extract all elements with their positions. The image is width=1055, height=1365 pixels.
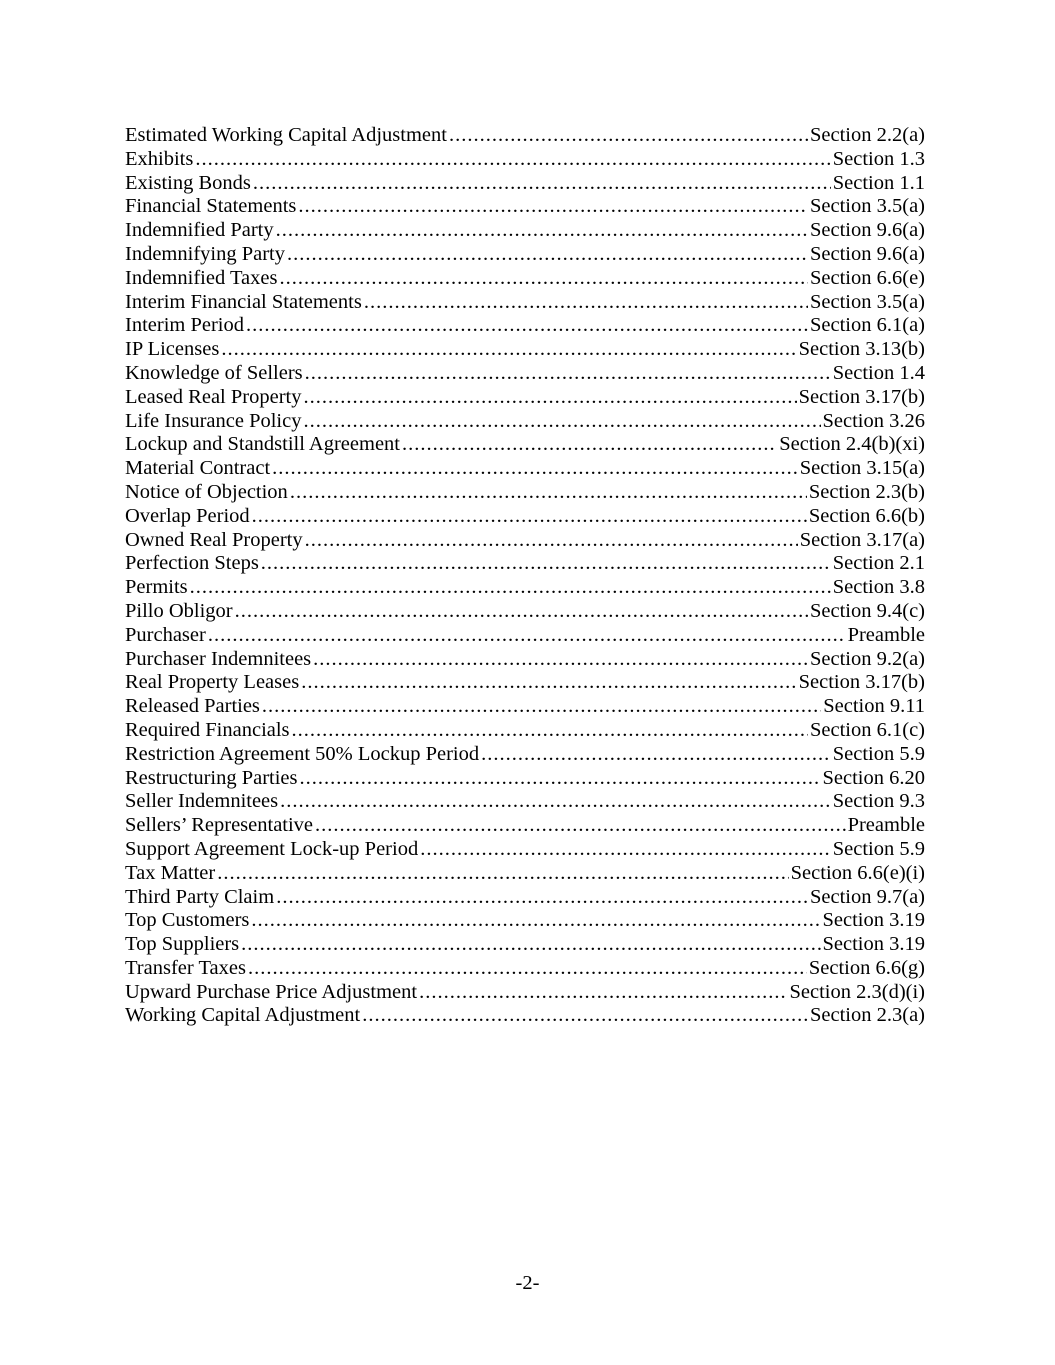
dot-leader [420, 838, 831, 862]
toc-term: Support Agreement Lock-up Period [125, 837, 419, 860]
toc-section-ref: Section 9.6(a) [810, 242, 925, 265]
toc-section-ref: Section 9.11 [823, 695, 925, 718]
toc-section-ref: Section 2.1 [832, 552, 925, 575]
toc-entry [125, 481, 925, 505]
toc-term: Notice of Objection [125, 480, 288, 503]
toc-entry [125, 314, 925, 338]
toc-term: Overlap Period [125, 504, 250, 527]
toc-entry [125, 981, 925, 1005]
toc-entry [125, 624, 925, 648]
toc-entry [125, 243, 925, 267]
toc-entry [125, 148, 925, 172]
toc-entry [125, 671, 925, 695]
toc-term: Interim Financial Statements [125, 290, 362, 313]
toc-section-ref: Section 3.17(b) [798, 671, 925, 694]
dot-leader [279, 267, 808, 291]
toc-entry [125, 291, 925, 315]
toc-entry [125, 909, 925, 933]
toc-entry [125, 1004, 925, 1028]
toc-section-ref: Section 9.6(a) [810, 219, 925, 242]
toc-term: Lockup and Standstill Agreement [125, 433, 400, 456]
toc-entry [125, 838, 925, 862]
toc-entry [125, 338, 925, 362]
toc-term: Released Parties [125, 695, 260, 718]
toc-entry [125, 267, 925, 291]
toc-section-ref: Section 9.7(a) [810, 885, 925, 908]
toc-section-ref: Section 3.15(a) [799, 457, 925, 480]
toc-term: Top Suppliers [125, 933, 240, 956]
toc-section-ref: Section 3.17(b) [798, 385, 925, 408]
toc-term: Indemnifying Party [125, 242, 285, 265]
toc-section-ref: Preamble [847, 623, 925, 646]
toc-section-ref: Preamble [847, 814, 925, 837]
toc-term: Permits [125, 576, 188, 599]
toc-entry [125, 219, 925, 243]
dot-leader [292, 719, 808, 743]
toc-term: Sellers’ Representative [125, 814, 314, 837]
toc-entry [125, 433, 925, 457]
toc-section-ref: Section 2.3(a) [810, 1004, 925, 1027]
toc-section-ref: Section 3.8 [832, 576, 925, 599]
dot-leader [290, 481, 807, 505]
dot-leader [261, 552, 831, 576]
toc-entry [125, 814, 925, 838]
dot-leader [301, 671, 796, 695]
toc-section-ref: Section 3.5(a) [810, 290, 925, 313]
toc-entry [125, 957, 925, 981]
toc-section-ref: Section 9.2(a) [810, 647, 925, 670]
toc-term: Upward Purchase Price Adjustment [125, 980, 418, 1003]
toc-term: Purchaser Indemnitees [125, 647, 312, 670]
dot-leader [305, 362, 831, 386]
dot-leader [313, 648, 808, 672]
toc-term: Indemnified Taxes [125, 266, 278, 289]
dot-leader [195, 148, 830, 172]
dot-leader [246, 314, 808, 338]
toc-entry [125, 719, 925, 743]
toc-entry [125, 743, 925, 767]
toc-section-ref: Section 9.3 [832, 790, 925, 813]
toc-term: Indemnified Party [125, 219, 274, 242]
toc-term: Third Party Claim [125, 885, 275, 908]
dot-leader [419, 981, 787, 1005]
toc-term: Pillo Obligor [125, 599, 233, 622]
toc-term: IP Licenses [125, 338, 220, 361]
page-number: -2- [515, 1272, 540, 1294]
toc-term: Knowledge of Sellers [125, 361, 303, 384]
toc-section-ref: Section 1.4 [832, 361, 925, 384]
dot-leader [303, 386, 796, 410]
dot-leader [280, 790, 831, 814]
toc-entry [125, 410, 925, 434]
toc-entry [125, 576, 925, 600]
toc-term: Purchaser [125, 623, 206, 646]
dot-leader [481, 743, 831, 767]
dot-leader [305, 529, 798, 553]
dot-leader [208, 624, 846, 648]
toc-term: Owned Real Property [125, 528, 303, 551]
toc-section-ref: Section 3.19 [822, 909, 925, 932]
dot-leader [190, 576, 831, 600]
dot-leader [315, 814, 846, 838]
toc-section-ref: Section 6.1(c) [810, 718, 925, 741]
defined-terms-index [125, 124, 925, 1028]
toc-term: Seller Indemnitees [125, 790, 279, 813]
toc-entry [125, 648, 925, 672]
dot-leader [303, 410, 820, 434]
toc-entry [125, 933, 925, 957]
toc-section-ref: Section 2.2(a) [810, 124, 925, 146]
toc-section-ref: Section 3.5(a) [810, 195, 925, 218]
toc-entry [125, 790, 925, 814]
toc-term: Exhibits [125, 147, 194, 170]
toc-entry [125, 362, 925, 386]
toc-term: Existing Bonds [125, 171, 251, 194]
toc-section-ref: Section 6.1(a) [810, 314, 925, 337]
dot-leader [262, 695, 821, 719]
toc-term: Leased Real Property [125, 385, 302, 408]
toc-entry [125, 124, 925, 148]
toc-entry [125, 386, 925, 410]
toc-term: Required Financials [125, 718, 290, 741]
toc-term: Estimated Working Capital Adjustment [125, 124, 447, 146]
dot-leader [252, 505, 807, 529]
toc-section-ref: Section 5.9 [832, 742, 925, 765]
toc-entry [125, 886, 925, 910]
dot-leader [449, 124, 808, 148]
dot-leader [217, 862, 788, 886]
dot-leader [251, 909, 820, 933]
dot-leader [235, 600, 808, 624]
toc-section-ref: Section 6.6(b) [808, 504, 925, 527]
dot-leader [248, 957, 807, 981]
toc-term: Perfection Steps [125, 552, 259, 575]
toc-term: Financial Statements [125, 195, 297, 218]
toc-section-ref: Section 6.6(g) [808, 956, 925, 979]
toc-section-ref: Section 3.13(b) [798, 338, 925, 361]
toc-entry [125, 552, 925, 576]
toc-entry [125, 862, 925, 886]
toc-section-ref: Section 2.4(b)(xi) [779, 433, 925, 456]
toc-section-ref: Section 2.3(d)(i) [789, 980, 925, 1003]
toc-entry [125, 600, 925, 624]
toc-section-ref: Section 3.26 [822, 409, 925, 432]
toc-entry [125, 695, 925, 719]
toc-entry [125, 529, 925, 553]
toc-section-ref: Section 9.4(c) [810, 599, 925, 622]
toc-entry [125, 457, 925, 481]
toc-term: Restructuring Parties [125, 766, 298, 789]
dot-leader [402, 433, 777, 457]
toc-section-ref: Section 5.9 [832, 837, 925, 860]
toc-entry [125, 195, 925, 219]
toc-term: Material Contract [125, 457, 271, 480]
toc-term: Working Capital Adjustment [125, 1004, 361, 1027]
dot-leader [298, 195, 808, 219]
toc-section-ref: Section 2.3(b) [808, 480, 925, 503]
toc-section-ref: Section 6.6(e)(i) [790, 861, 925, 884]
dot-leader [272, 457, 798, 481]
dot-leader [276, 219, 808, 243]
toc-term: Top Customers [125, 909, 250, 932]
toc-section-ref: Section 3.19 [822, 933, 925, 956]
toc-section-ref: Section 1.3 [832, 147, 925, 170]
toc-section-ref: Section 6.6(e) [810, 266, 925, 289]
toc-section-ref: Section 3.17(a) [799, 528, 925, 551]
toc-section-ref: Section 1.1 [832, 171, 925, 194]
toc-term: Transfer Taxes [125, 956, 246, 979]
toc-entry [125, 172, 925, 196]
dot-leader [241, 933, 820, 957]
toc-section-ref: Section 6.20 [822, 766, 925, 789]
toc-entry [125, 767, 925, 791]
dot-leader [364, 291, 808, 315]
dot-leader [221, 338, 796, 362]
dot-leader [287, 243, 808, 267]
toc-term: Real Property Leases [125, 671, 300, 694]
dot-leader [276, 886, 808, 910]
toc-entry [125, 505, 925, 529]
toc-term: Restriction Agreement 50% Lockup Period [125, 742, 480, 765]
toc-term: Life Insurance Policy [125, 409, 302, 432]
dot-leader [362, 1004, 808, 1028]
dot-leader [253, 172, 831, 196]
toc-term: Tax Matter [125, 861, 216, 884]
toc-term: Interim Period [125, 314, 244, 337]
dot-leader [300, 767, 821, 791]
